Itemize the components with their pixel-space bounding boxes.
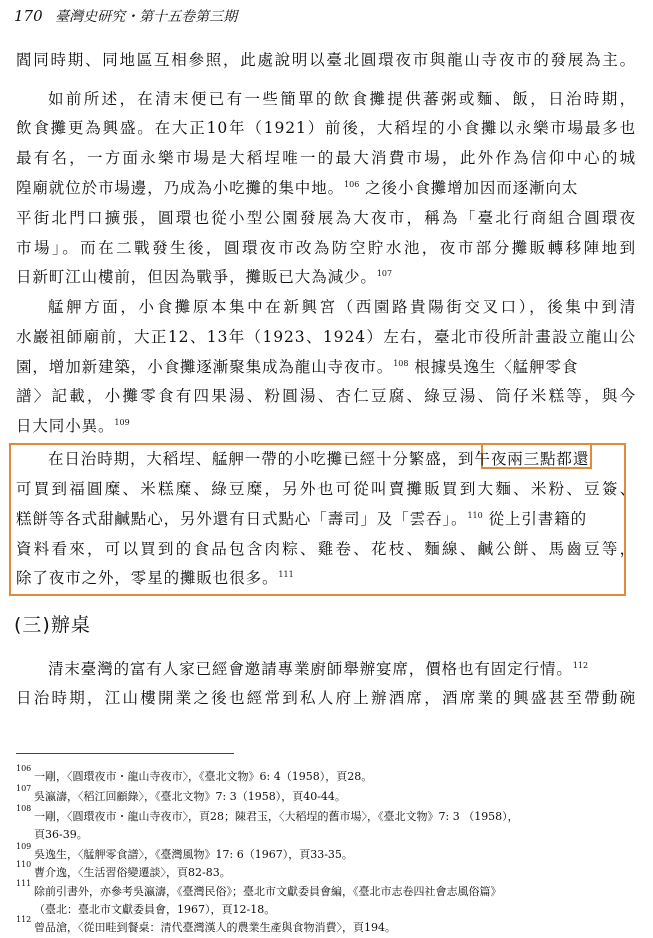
footnote-text: 一剛，〈圓環夜市・龍山寺夜市〉，頁28；陳君玉，〈大稻埕的舊市場〉，《臺北文物》7: 3 （1958）， [34,810,519,823]
footnote-text: 曾品滄，〈從田畦到餐桌：清代臺灣漢人的農業生產與食物消費〉，頁194。 [34,921,396,934]
footnote-ref: 110 [467,511,483,520]
running-header [14,6,237,26]
footnote-number: 108 [16,804,32,813]
footnote-text: 除前引書外，亦參考吳瀛濤，《臺灣民俗》；臺北市文獻委員會編，《臺北市志卷四社會志風俗篇》 [34,885,502,898]
section-title: (三)辦桌 [14,614,91,636]
footnote-ref: 107 [376,269,393,278]
footnote-text: （臺北：臺北市文獻委員會，1967），頁12-18。 [34,903,276,916]
footnote-rule [16,753,234,754]
journal-title: 臺灣史研究・第十五卷第三期 [55,9,238,25]
body-line: 市場」。而在二戰發生後，圓環夜市改為防空貯水池，夜市部分攤販轉移陣地到 [16,239,636,257]
body-line: 譜〉記載，小攤零食有四果湯、粉圓湯、杏仁豆腐、綠豆湯、筒仔米糕等，與今 [16,387,636,405]
body-line: 艋舺方面，小食攤原本集中在新興宮（西園路貴陽街交叉口），後集中到清 [48,298,636,316]
body-line: 在日治時期，大稻埕、艋舺一帶的小吃攤已經十分繁盛，到午夜兩三點都還 [48,450,590,468]
footnote-text: 吳瀛濤，〈稻江回顧錄〉，《臺北文物》7: 3（1958），頁40-44。 [34,790,346,803]
body-line: 如前所述，在清末便已有一些簡單的飲食攤提供蕃粥或麵、飯，日治時期， [48,90,636,108]
body-line: 日大同小異。$^{109}$ [16,417,130,435]
body-line: 平街北門口擴張，圓環也從小型公園發展為大夜市，稱為「臺北行商組合圓環夜 [16,209,636,227]
footnote-text: 一剛，〈圓環夜市・龍山寺夜市〉，《臺北文物》6: 4（1958），頁28。 [34,770,373,783]
footnote-number: 109 [16,842,32,851]
body-line: 日治時期，江山樓開業之後也經常到私人府上辦酒席，酒席業的興盛甚至帶動碗 [16,689,636,707]
footnote-number: 112 [16,915,32,924]
footnote-ref: 111 [278,570,294,579]
body-line: 飲食攤更為興盛。在大正10年（1921）前後，大稻埕的小食攤以永樂市場最多也 [16,119,636,137]
highlighted-phrase: 到午夜兩三點 [458,450,557,468]
body-line: 除了夜市之外，零星的攤販也很多。$^{111}$ [16,569,294,587]
footnote-ref: 112 [572,661,589,670]
body-line: 日新町江山樓前，但因為戰爭，攤販已大為減少。$^{107}$ [16,268,393,286]
page-number: 170 [14,7,43,25]
body-line: 清末臺灣的富有人家已經會邀請專業廚師舉辦宴席，價格也有固定行情。$^{112}$ [48,660,589,678]
body-line: 最有名，一方面永樂市場是大稻埕唯一的最大消費市場，此外作為信仰中心的城 [16,149,636,167]
body-line: 隍廟就位於市場邊，乃成為小吃攤的集中地。$^{106}$ 之後小食攤增加因而逐漸向太 [16,179,579,197]
body-line: 閻同時期、同地區互相參照，此處說明以臺北圓環夜市與龍山寺夜市的發展為主。 [16,51,636,69]
footnote-ref: 106 [344,180,360,189]
body-line: 可買到福圓糜、米糕糜、綠豆糜，另外也可從叫賣攤販買到大麵、米粉、豆簽、 [16,480,636,498]
body-line: 糕餅等各式甜鹹點心，另外還有日式點心「壽司」及「雲吞」。$^{110}$ 從上引書籍的 [16,510,587,528]
footnote-ref: 109 [114,418,130,427]
footnote-ref: 108 [393,359,409,368]
footnote-text: 曹介逸，〈生活習俗變遷談〉，頁82-83。 [34,866,231,879]
body-line: 園，增加新建築，小食攤逐漸聚集成為龍山寺夜市。$^{108}$ 根據吳逸生〈艋舺零食 [16,358,579,376]
footnote-text: 頁36-39。 [34,828,88,841]
footnote-number: 106 [16,764,32,773]
body-line: 資料看來，可以買到的食品包含肉粽、雞卷、花枝、麵線、鹹公餅、馬齒豆等， [16,540,636,558]
footnote-number: 107 [16,784,32,793]
footnote-number: 110 [16,860,32,869]
footnote-text: 吳逸生，〈艋舺零食譜〉，《臺灣風物》17: 6（1967），頁33-35。 [34,848,353,861]
body-line: 水巖祖師廟前，大正12、13年（1923、1924）左右，臺北市役所計畫設立龍山公 [16,328,636,346]
footnote-number: 111 [16,879,32,888]
